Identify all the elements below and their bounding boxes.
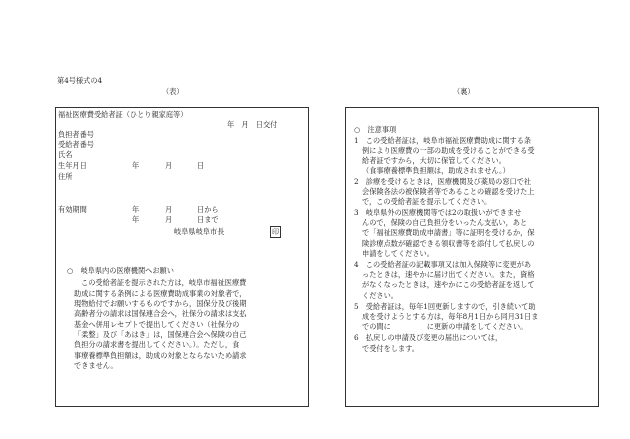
front-notice-line: 事療養標準負担額は，助成の対象とならないため請求 <box>74 351 247 360</box>
valid-to-day: 日まで <box>197 215 219 224</box>
front-notice-line: 助成に関する条例による医療費助成事業の対象者で， <box>74 289 247 298</box>
notes-heading: ○ 注意事項 <box>354 125 397 134</box>
birth-year: 年 <box>132 161 140 170</box>
note-line: での間に に更新の申請をしてください。 <box>362 322 528 331</box>
note-line: （食事療養標準負担額は，助成されません。） <box>362 166 510 175</box>
address-label: 住所 <box>58 172 73 181</box>
birth-day: 日 <box>197 161 205 170</box>
note-line: ください。 <box>362 291 398 300</box>
front-notice-line: 基金へ併用レセプトで提出してください（社保分の <box>74 320 240 329</box>
back-label: （裏） <box>453 87 475 96</box>
note-line: 申請をしてください。 <box>362 249 434 258</box>
birth-month: 月 <box>165 161 173 170</box>
note-line: で，この受給者証を提示してください。 <box>362 197 492 206</box>
front-notice-line: 負担分の請求書を提出してください。）。ただし，食 <box>74 340 240 349</box>
note-line: 会保険各法の被保険者等であることの確認を受けた上 <box>362 187 535 196</box>
front-label: （表） <box>162 87 184 96</box>
validity-label: 有効期間 <box>58 205 87 214</box>
front-notice-line: できません。 <box>74 361 118 370</box>
note-line: 4 この受給者証の記載事項又は加入保険等に変更があ <box>354 260 532 269</box>
card-title: 福祉医療費受給者証（ひとり親家庭等） <box>58 110 188 119</box>
note-line: 1 この受給者証は，岐阜市福祉医療費助成に関する条 <box>354 136 532 145</box>
recipient-number-label: 受給者番号 <box>58 140 94 149</box>
front-notice-heading: ○ 岐阜県内の医療機関へお願い <box>67 266 174 275</box>
seal-mark: 印 <box>272 228 279 236</box>
note-line: で「福祉医療費助成申請書」等に証明を受けるか，保 <box>362 228 535 237</box>
valid-from-month: 月 <box>165 205 173 214</box>
issue-date: 年 月 日交付 <box>227 120 278 129</box>
note-line: 給者証ですから，大切に保管してください。 <box>362 156 506 165</box>
note-line: 6 払戻しの申請及び変更の届出については， <box>354 333 503 342</box>
note-line: で受付をします。 <box>362 344 419 353</box>
note-line: 険診療点数が確認できる領収書等を添付して払戻しの <box>362 239 535 248</box>
note-line: ったときは，速やかに届け出てください。また，資格 <box>362 270 535 279</box>
note-line: 3 岐阜県外の医療機関等では2の取扱いができませ <box>354 208 522 217</box>
front-notice-line: 高齢者分の請求は国保連合会へ，社保分の請求は支払 <box>74 309 247 318</box>
note-line: 5 受給者証は，毎年1回更新しますので，引き続いて助 <box>354 302 536 311</box>
valid-to-year: 年 <box>132 215 140 224</box>
front-notice-line: この受給者証を提示された方は，岐阜市福祉医療費 <box>81 278 247 287</box>
issuer: 岐阜県岐阜市長 <box>174 227 225 236</box>
note-line: 2 診療を受けるときは，医療機関及び薬局の窓口で社 <box>354 177 532 186</box>
name-label: 氏名 <box>58 150 73 159</box>
front-notice-line: 「柔整」及び「あはき」は，国保連合会へ保険の自己 <box>74 330 247 339</box>
valid-from-day: 日から <box>197 205 219 214</box>
birth-label: 生年月日 <box>58 161 87 170</box>
note-line: 成を受けようとする方は，毎年8月1日から同月31日ま <box>362 312 539 321</box>
note-line: 例により医療費の一部の助成を受けることができる受 <box>362 146 535 155</box>
insurer-number-label: 負担者番号 <box>58 130 94 139</box>
valid-from-year: 年 <box>132 205 140 214</box>
note-line: がなくなったときは，速やかにこの受給者証を返して <box>362 280 535 289</box>
valid-to-month: 月 <box>165 215 173 224</box>
form-number: 第4号様式の4 <box>57 76 103 85</box>
note-line: んので，保険の自己負担分をいったん支払い，あと <box>362 218 528 227</box>
front-notice-line: 現物給付でお願いするものですから，国保分及び後期 <box>74 299 247 308</box>
